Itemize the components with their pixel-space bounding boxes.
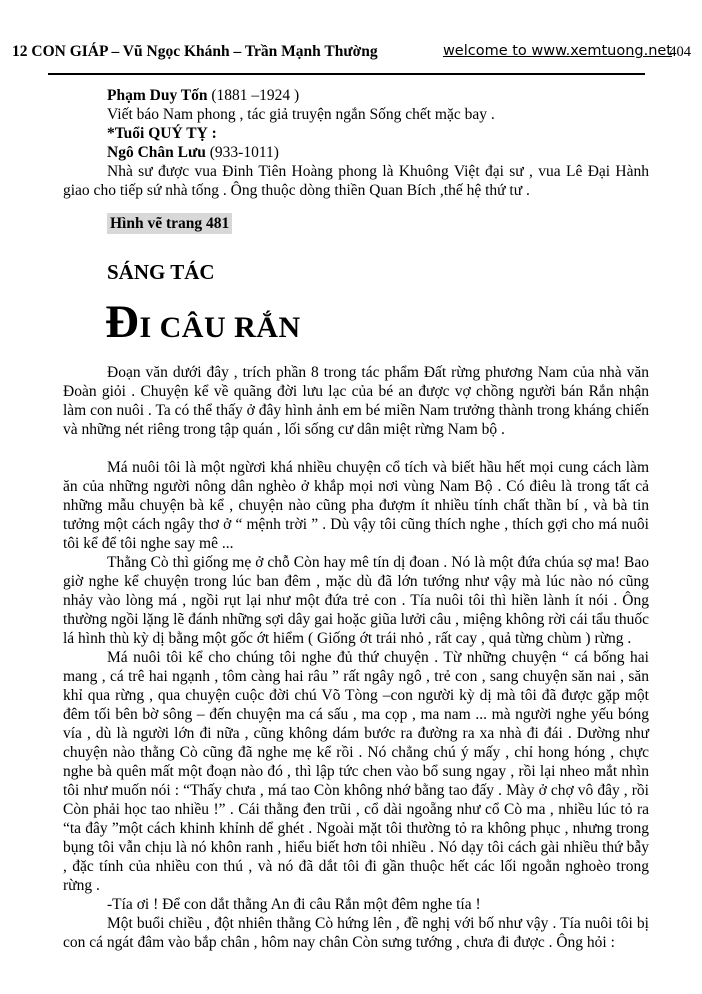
author1-line <box>63 86 649 105</box>
author2-line <box>63 143 649 162</box>
header-divider-rule <box>48 73 645 75</box>
author2-description: Nhà sư được vua Đinh Tiên Hoàng phong là Khuông Việt đại sư , vua Lê Đại Hành giao cho tiếp sứ nhà tống . Ông thuộc dòng thiền Quan Bích ,thế hệ thứ tư . <box>63 163 649 199</box>
paragraph-dialogue: -Tía ơi ! Để con dắt thằng An đi câu Rắn một đêm nghe tía ! <box>107 896 481 914</box>
zodiac-heading: *Tuổi QUÝ TỴ : <box>107 125 217 142</box>
paragraph: Má nuôi tôi là một ngừơi khá nhiều chuyện cổ tích và biết hầu hết mọi cung cách làm ăn của những người nông dân nghèo ở khắp mọi nơi vùng Nam Bộ . Có điêu là trong tất cả những mẫu chuyện bà kể , chuyện nào cũng pha đượm ít nhiều tính chất thần bí , và bà tin tưởng một cách ngây thơ ở “ mệnh trời ” . Dù vậy tôi cũng thích nghe , thích gợi cho má nuôi tôi kể để tôi nghe say mê ... <box>63 459 649 553</box>
author1-description: Viết báo Nam phong , tác giả truyện ngắn Sống chết mặc bay . <box>107 106 495 123</box>
running-header <box>0 42 702 64</box>
book-title: 12 CON GIÁP – Vũ Ngọc Khánh – Trần Mạnh Thường <box>12 43 378 60</box>
paragraph-intro: Đoạn văn dưới đây , trích phần 8 trong tác phẩm Đất rừng phương Nam của nhà văn Đoàn giỏi . Chuyện kể về quãng đời lưu lạc của bé an được vợ chồng người bán Rắn nhận làm con nuôi . Ta có thể thấy ở đây hình ảnh em bé miền Nam trưởng thành trong kháng chiến và những nét riêng trong tập quán , lối sống cư dân miệt rừng Nam bộ . <box>63 364 649 439</box>
section-heading: SÁNG TÁC <box>107 260 215 284</box>
paragraph: Thằng Cò thì giống mẹ ở chỗ Còn hay mê tín dị đoan . Nó là một đứa chúa sợ ma! Bao giờ nghe kể chuyện trong lúc ban đêm , mặc dù đã lớn tướng như vậy mà lúc nào nó cũng nhảy vào lòng má , ngồi rụt lại như một đứa trẻ con . Tía nuôi tôi thì hiền lành ít nói . Ông thường ngồi lặng lẽ đánh những sợi dây gai hoặc giũa lưởi câu , miệng không rời cái tẩu thuốc lá hình thù kỳ dị bằng một gốc ớt hiểm ( Giống ớt trái nhỏ , rất cay , quả từng chùm ) rừng . <box>63 554 649 648</box>
figure-note-highlight: Hình vẽ trang 481 <box>107 213 232 234</box>
page-number: 404 <box>669 44 691 60</box>
page-content <box>63 86 649 952</box>
author-bio-section <box>63 86 649 200</box>
story-title-rest: I CÂU RẮN <box>139 311 301 345</box>
author1-years: (1881 –1924 ) <box>207 87 300 104</box>
paragraph: Má nuôi tôi kể cho chúng tôi nghe đủ thứ chuyện . Từ những chuyện “ cá bống hai mang , cá trê hai ngạnh , tôm càng hai râu ” rất ngây ngô , trẻ con , sang chuyện săn nai , săn khỉ qua rừng , qua chuyện cuộc đời chú Võ Tòng –con người kỳ dị mà tôi đã được gặp một đêm tối bên bờ sông – đến chuyện ma cá sấu , ma cọp , ma nam ... mà người nghe yếu bóng vía , dù là người lớn đi nữa , cũng không dám bước ra đường ra xa nhà đi đái . Dường như chuyện nào thằng Cò cũng đã nghe mẹ kể rồi . Nó chẳng chú ý mấy , chỉ hong hóng , chực nghe bà quên mất một đoạn nào đó , thì lập tức chen vào bổ sung ngay , rồi lại nheo mắt nhìn tôi như muốn nói : “Thấy chưa , má tao Còn không nhớ bằng tao đấy . Mày ở chợ vô đây , rồi Còn phải học tao nhiều !” . Cái thằng đen trũi , cổ dài ngoẵng như cổ Cò ma , nhiều lúc tỏ ra “ta đây ”một cách khinh khỉnh dể ghét . Ngoài mặt tôi thường tỏ ra không phục , nhưng trong bụng tôi vẫn chịu là nó khôn ranh , hiểu biết hơn tôi nhiều . Nó dạy tôi cách gài nhiều thứ bẫy , đặc tính của nhiều con thú , và nó đã dắt tôi đi gần thuộc hết các lối ngoằn nghoèo trong rừng . <box>63 649 649 895</box>
story-body <box>63 363 649 952</box>
paragraph: Một buổi chiều , đột nhiên thằng Cò hứng lên , đề nghị với bố như vậy . Tía nuôi tôi bị con cá ngát đâm vào bắp chân , hôm nay chân Còn sưng tướng , chưa đi được . Ông hỏi : <box>63 915 649 952</box>
author2-years: (933-1011) <box>205 144 279 161</box>
site-link[interactable]: welcome to www.xemtuong.net <box>442 43 672 59</box>
author1-name: Phạm Duy Tốn <box>107 87 208 104</box>
figure-note-row <box>107 213 649 234</box>
story-title <box>105 296 649 350</box>
story-title-initial: Đ <box>105 296 140 349</box>
author2-name: Ngô Chân Lưu <box>107 144 206 161</box>
